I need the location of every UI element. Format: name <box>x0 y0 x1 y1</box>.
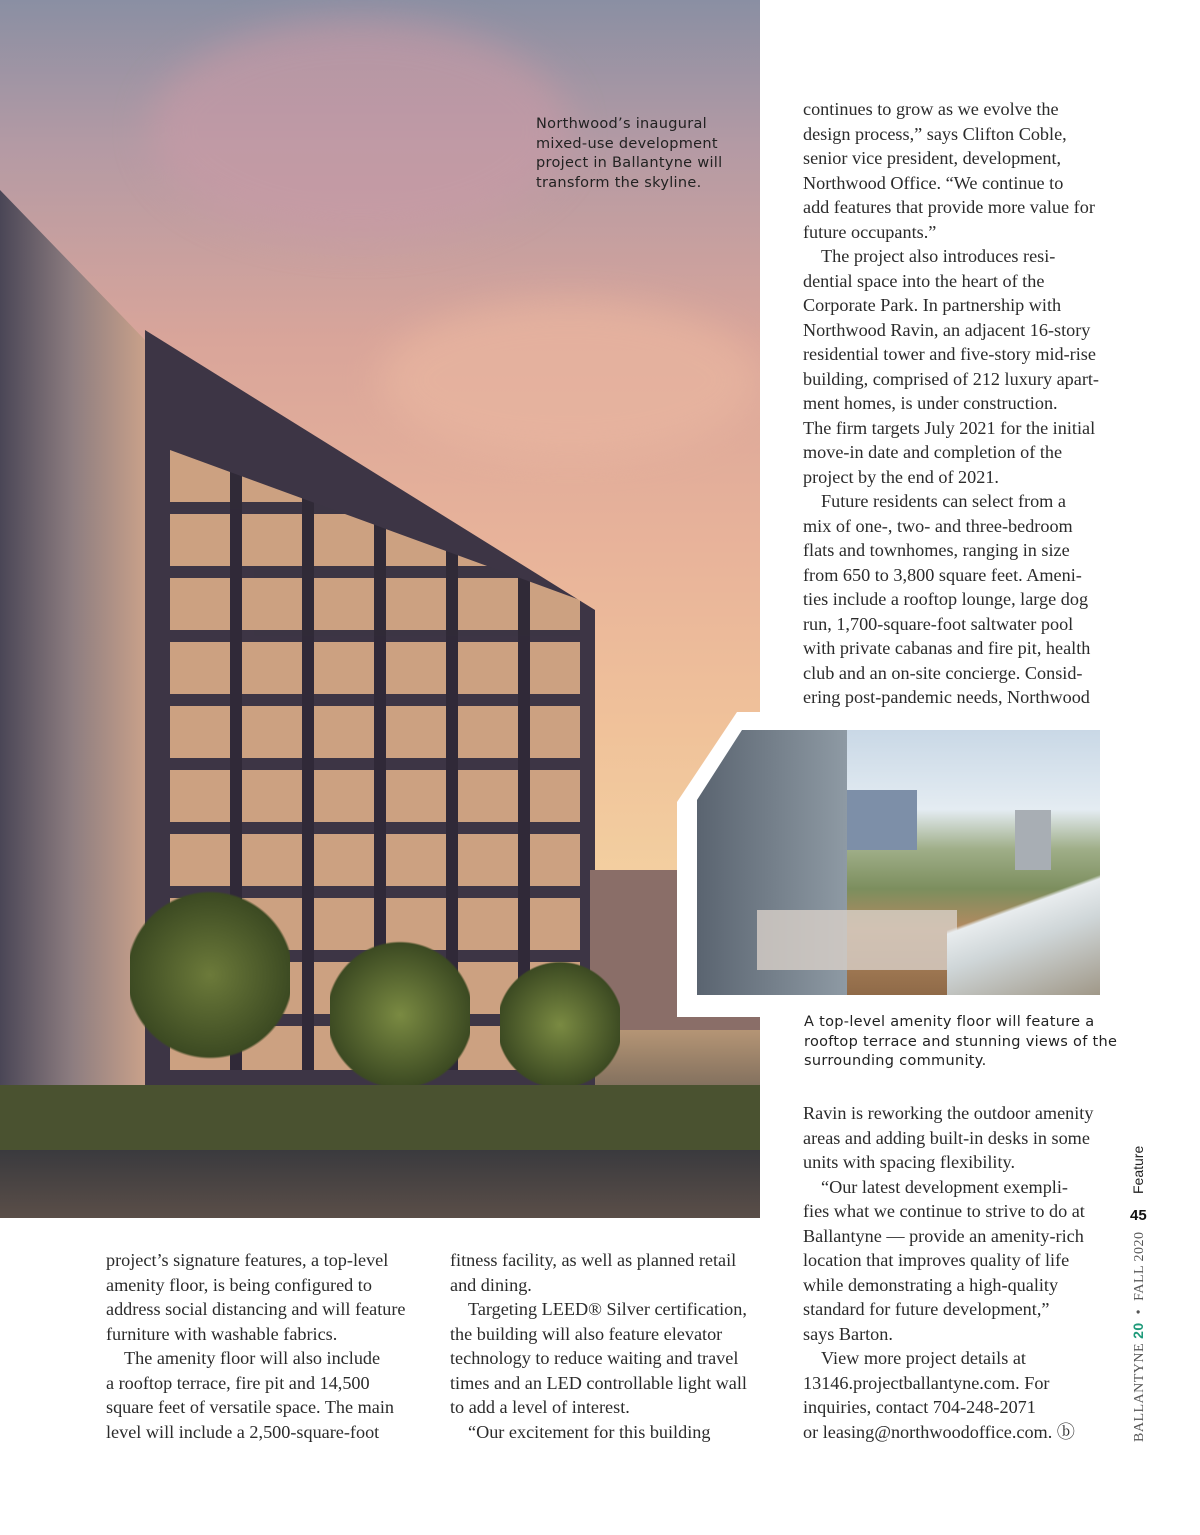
text-line: or leasing@northwoodoffice.com. ⓑ <box>803 1421 1075 1442</box>
text-line: 13146.projectballantyne.com. For <box>803 1372 1050 1393</box>
text-line: Ballantyne — provide an amenity-rich <box>803 1225 1084 1246</box>
text-line: square feet of versatile space. The main <box>106 1397 395 1417</box>
text-line: add features that provide more value for <box>803 197 1095 217</box>
text-line: Ravin is reworking the outdoor amenity <box>803 1103 1094 1123</box>
caption-line: Northwood’s inaugural <box>536 116 707 132</box>
folio-separator: • <box>1132 1308 1147 1315</box>
text-line: fitness facility, as well as planned retail <box>450 1250 737 1270</box>
text-line: building, comprised of 212 luxury apart- <box>803 368 1099 389</box>
text-line: project by the end of 2021. <box>803 466 999 487</box>
text-line: The firm targets July 2021 for the initial <box>803 417 1096 438</box>
text-line: continues to grow as we evolve the <box>803 99 1059 119</box>
magazine-folio <box>1130 1231 1148 1442</box>
text-line: with private cabanas and fire pit, health <box>803 638 1091 658</box>
text-line: inquiries, contact 704-248-2071 <box>803 1397 1036 1417</box>
text-line: future occupants.” <box>803 221 937 242</box>
text-line: design process,” says Clifton Coble, <box>803 123 1067 144</box>
text-line: ment homes, is under construction. <box>803 393 1058 413</box>
text-line: address social distancing and will feature <box>106 1299 406 1319</box>
text-line: flats and townhomes, ranging in size <box>803 540 1070 560</box>
text-line: Future residents can select from a <box>821 491 1066 511</box>
paragraph <box>106 1346 406 1444</box>
text-line: and dining. <box>450 1274 532 1295</box>
text-line: times and an LED controllable light wall <box>450 1372 747 1393</box>
text-line: residential tower and five-story mid-rise <box>803 344 1096 364</box>
text-line: ties include a rooftop lounge, large dog <box>803 589 1089 609</box>
text-line: from 650 to 3,800 square feet. Ameni- <box>803 564 1082 585</box>
inset-caption <box>804 1013 1117 1072</box>
text-line: standard for future development,” <box>803 1299 1050 1319</box>
paragraph <box>106 1248 406 1346</box>
text-line: Corporate Park. In partnership with <box>803 295 1062 315</box>
caption-line: surrounding community. <box>804 1053 987 1069</box>
text-line: senior vice president, development, <box>803 148 1062 168</box>
text-line: a rooftop terrace, fire pit and 14,500 <box>106 1372 370 1393</box>
paragraph <box>803 1346 1093 1444</box>
caption-line: rooftop terrace and stunning views of the <box>804 1033 1118 1050</box>
text-line: move-in date and completion of the <box>803 442 1063 462</box>
text-line: units with spacing flexibility. <box>803 1152 1015 1172</box>
text-line: ering post-pandemic needs, Northwood <box>803 687 1090 707</box>
text-line: to add a level of interest. <box>450 1397 630 1417</box>
paragraph <box>450 1420 747 1445</box>
page-number: 45 <box>1130 1207 1147 1224</box>
text-line: location that improves quality of life <box>803 1250 1070 1270</box>
hero-caption <box>536 115 722 193</box>
rooftop-terrace-image <box>697 730 1100 995</box>
caption-line: mixed-use development <box>536 135 718 152</box>
text-line: furniture with washable fabrics. <box>106 1323 338 1344</box>
paragraph <box>803 97 1099 244</box>
magazine-logo-mark: 20 <box>1130 1322 1146 1339</box>
text-column-right-top <box>803 97 1099 710</box>
text-line: mix of one-, two- and three-bedroom <box>803 515 1073 536</box>
text-line: Northwood Ravin, an adjacent 16-story <box>803 319 1091 340</box>
text-line: The amenity floor will also include <box>124 1348 381 1368</box>
caption-line: A top-level amenity floor will feature a <box>804 1014 1095 1030</box>
paragraph <box>803 244 1099 489</box>
text-line: says Barton. <box>803 1323 893 1344</box>
text-line: The project also introduces resi- <box>821 246 1056 266</box>
text-line: areas and adding built-in desks in some <box>803 1127 1090 1148</box>
text-line: fies what we continue to strive to do at <box>803 1201 1085 1221</box>
text-line: the building will also feature elevator <box>450 1323 723 1344</box>
text-line: run, 1,700-square-foot saltwater pool <box>803 613 1074 634</box>
text-line: Northwood Office. “We continue to <box>803 172 1064 193</box>
text-line: amenity floor, is being configured to <box>106 1274 372 1295</box>
text-line: project’s signature features, a top-level <box>106 1250 389 1270</box>
caption-line: transform the skyline. <box>536 174 702 191</box>
text-line: “Our latest development exempli- <box>821 1176 1068 1197</box>
issue-label: FALL 2020 <box>1132 1231 1147 1301</box>
paragraph <box>450 1297 747 1420</box>
paragraph <box>803 489 1099 710</box>
text-line: while demonstrating a high-quality <box>803 1274 1059 1295</box>
text-line: level will include a 2,500-square-foot <box>106 1421 380 1442</box>
paragraph <box>450 1248 747 1297</box>
text-column-bottom-middle <box>450 1248 747 1444</box>
paragraph <box>803 1175 1093 1347</box>
paragraph <box>803 1101 1093 1175</box>
caption-line: project in Ballantyne will <box>536 155 723 171</box>
text-line: technology to reduce waiting and travel <box>450 1348 739 1368</box>
magazine-name: BALLANTYNE <box>1132 1342 1147 1442</box>
section-label: Feature <box>1130 1145 1146 1194</box>
text-line: View more project details at <box>821 1348 1026 1368</box>
text-line: club and an on-site concierge. Consid- <box>803 662 1083 683</box>
text-line: “Our excitement for this building <box>468 1421 711 1442</box>
text-line: Targeting LEED® Silver certification, <box>468 1299 747 1319</box>
text-column-bottom-left <box>106 1248 406 1444</box>
text-column-right-bottom <box>803 1101 1093 1444</box>
text-line: dential space into the heart of the <box>803 270 1045 291</box>
